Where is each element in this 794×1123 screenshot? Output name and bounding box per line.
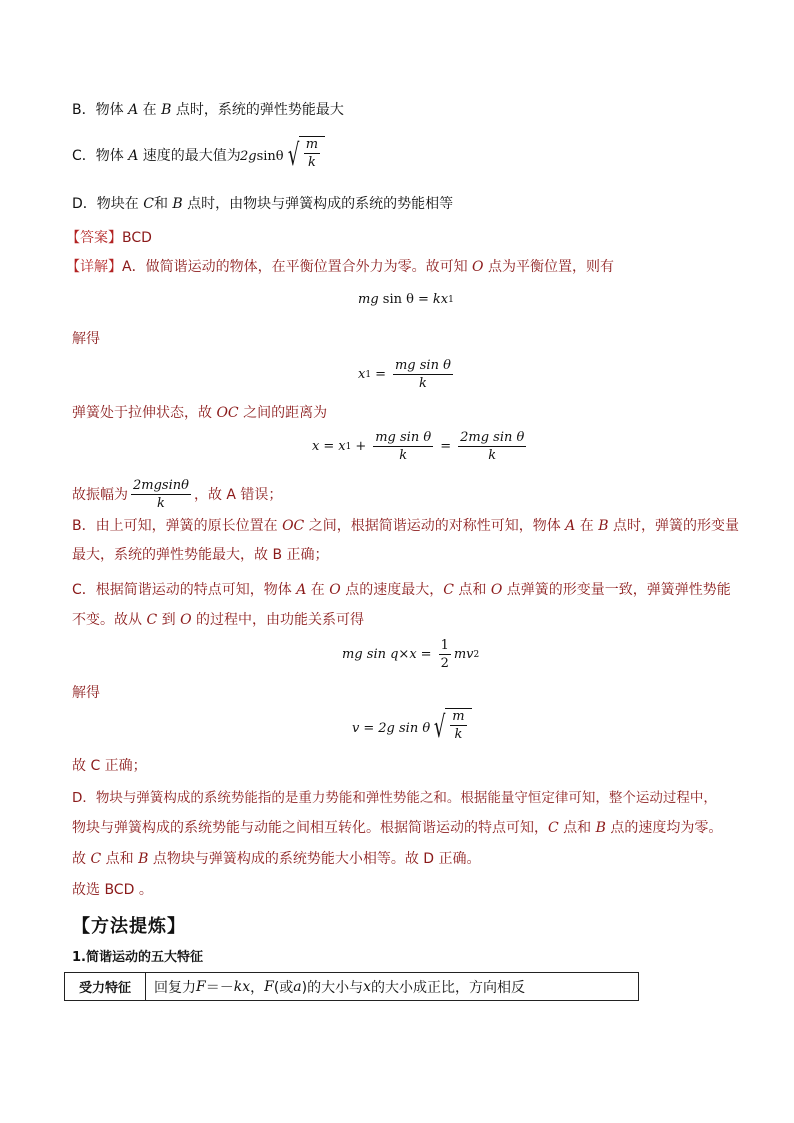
var-o: O [490, 582, 503, 598]
fraction [439, 638, 451, 671]
formula-sin: sinθ [256, 148, 284, 164]
detail-text: 在 [306, 582, 330, 598]
table-text: )的大小与 [301, 979, 364, 996]
answer-line [66, 228, 152, 248]
detail-d-line-3 [72, 849, 481, 869]
detail-text: 点弹簧的形变量一致，弹簧弹性势能 [502, 582, 731, 598]
table-content-cell [146, 973, 638, 1000]
eq-term: sin θ [382, 292, 414, 307]
fraction [373, 430, 433, 463]
frac-num: m [305, 137, 319, 152]
frac-den: k [419, 376, 427, 391]
detail-text: C．根据简谐运动的特点可知，物体 [72, 582, 297, 598]
eq-term: 2g sin θ [378, 720, 431, 736]
frac-num: 2mgsinθ [133, 478, 189, 493]
detail-text: 的过程中，由功能关系可得 [191, 612, 365, 628]
equation-3 [312, 430, 529, 463]
detail-text: 故 [72, 851, 91, 867]
sqrt: √ $\frac{m}{k}$ [430, 708, 471, 748]
var-a: A [565, 518, 576, 534]
detail-text: 不变。故从 [72, 612, 147, 628]
var-c: C [443, 582, 454, 598]
option-b [72, 100, 344, 120]
frac-num: m [452, 709, 465, 724]
answer-value: BCD [122, 230, 152, 246]
equation-2 [358, 358, 456, 391]
eq-term: mg sin q×x [342, 647, 417, 662]
table-label-cell: 受力特征 [65, 973, 146, 1000]
sqrt: √ $\frac{m}{k}$ [284, 136, 325, 176]
formula-coef: 2g [240, 148, 257, 164]
eq-term: mg [358, 292, 379, 307]
equation-5 [352, 708, 472, 748]
option-c [72, 146, 241, 166]
var-oc: OC [216, 405, 239, 421]
option-c-prefix: C．物体 [72, 148, 129, 164]
frac-den: k [307, 155, 316, 170]
option-d-prefix: D．物块在 [72, 196, 144, 212]
detail-b-line-1 [72, 516, 739, 536]
frac-num: mg sin θ [375, 430, 432, 445]
frac-num: 2mg sin θ [460, 430, 525, 445]
var-c: C [90, 851, 102, 867]
detail-text: B．由上可知，弹簧的原长位置在 [72, 518, 283, 534]
eq-term: x [358, 367, 366, 382]
frac-den: k [488, 448, 497, 463]
var-b: B [138, 851, 149, 867]
var-f: F [196, 978, 206, 995]
var-kx: kx [233, 978, 251, 995]
method-subheading: 1.简谐运动的五大特征 [72, 950, 203, 965]
var-a: A [128, 102, 139, 118]
eq-op: = [363, 720, 375, 736]
detail-text: 点为平衡位置，则有 [483, 259, 614, 275]
eq-term: x [312, 439, 320, 454]
var-a-lower: a [293, 978, 302, 995]
eq-term: v [352, 720, 360, 736]
eq-op: = [420, 647, 432, 662]
eq-op: = [440, 439, 452, 454]
table-text: ， [250, 979, 265, 996]
eq-sub: 1 [448, 294, 454, 305]
eq-op: = [375, 367, 386, 382]
detail-c-line-2 [72, 610, 364, 630]
frac-num: mg sin θ [394, 358, 451, 373]
detail-text: ，故 A 错误； [193, 486, 283, 503]
var-c: C [548, 820, 559, 836]
detail-text: 物块与弹簧构成的系统势能与动能之间相互转化。根据简谐运动的特点可知， [72, 820, 548, 836]
eq-term: mv [453, 647, 474, 662]
var-a: A [296, 582, 307, 598]
eq-sub: 1 [365, 369, 372, 380]
detail-text: 到 [157, 612, 181, 628]
equation-4 [342, 638, 479, 671]
var-oc: OC [282, 518, 305, 534]
fraction [393, 358, 453, 391]
frac-num: 1 [440, 638, 449, 653]
amplitude-line [72, 478, 282, 511]
table-text: 的大小成正比，方向相反 [371, 979, 526, 996]
method-heading: 【方法提炼】 [72, 916, 186, 937]
detail-d-line-2 [72, 818, 722, 838]
var-c: C [143, 196, 154, 212]
var-o: O [472, 259, 484, 275]
frac-den: k [454, 727, 463, 742]
detail-text: 点和 [101, 851, 139, 867]
equation-1 [358, 292, 454, 307]
detail-text: 点的速度最大， [340, 582, 444, 598]
detail-text: 故振幅为 [72, 486, 128, 503]
var-b: B [161, 102, 172, 118]
detail-text: 点和 [558, 820, 596, 836]
eq-op: + [355, 439, 367, 454]
detail-text: 之间，根据简谐运动的对称性可知，物体 [304, 518, 566, 534]
eq-op: = [417, 292, 429, 307]
detail-text: 点时，弹簧的形变量 [608, 518, 739, 534]
detail-a-line [66, 257, 614, 277]
detail-text: 点物块与弹簧构成的系统势能大小相等。故 D 正确。 [148, 851, 481, 867]
frac-den: 2 [440, 656, 449, 671]
eq-term: kx [432, 292, 449, 307]
detail-text: A．做简谐运动的物体，在平衡位置合外力为零。故可知 [122, 259, 473, 275]
fraction [131, 478, 191, 511]
option-d-mid: 和 [153, 196, 173, 212]
var-o: O [180, 612, 192, 628]
jiede-2: 解得 [72, 685, 100, 701]
option-b-prefix: B．物体 [72, 102, 129, 118]
eq-term: x [338, 439, 346, 454]
eq-sup: 2 [473, 649, 480, 660]
frac-den: k [157, 496, 165, 511]
final-answer: 故选 BCD 。 [72, 882, 153, 898]
option-b-mid: 在 [138, 102, 162, 118]
option-d-rest: 点时，由物块与弹簧构成的系统的势能相等 [182, 196, 454, 212]
option-b-rest: 点时，系统的弹性势能最大 [171, 102, 344, 118]
fraction [458, 430, 526, 463]
option-d [72, 194, 453, 214]
stretch-line [72, 403, 327, 423]
var-o: O [329, 582, 341, 598]
frac-den: k [399, 448, 408, 463]
var-a: A [128, 148, 139, 164]
detail-text: 之间的距离为 [238, 405, 328, 421]
feature-table [64, 972, 639, 1001]
answer-bracket: 【答案】 [66, 230, 122, 246]
eq-sub: 1 [345, 441, 352, 452]
table-text: ＝－ [205, 979, 234, 996]
table-text: 回复力 [154, 979, 196, 996]
detail-text: 弹簧处于拉伸状态，故 [72, 405, 217, 421]
option-c-formula [240, 136, 325, 176]
detail-text: 在 [575, 518, 599, 534]
table-text: (或 [273, 979, 294, 996]
c-correct: 故 C 正确； [72, 758, 147, 774]
detail-b-line-2: 最大，系统的弹性势能最大，故 B 正确； [72, 547, 329, 563]
jiede-1: 解得 [72, 331, 100, 347]
option-c-rest: 速度的最大值为 [138, 148, 241, 164]
detail-c-line-1 [72, 580, 731, 600]
var-b: B [598, 518, 609, 534]
detail-text: 点和 [453, 582, 491, 598]
detail-bracket: 【详解】 [66, 259, 122, 275]
var-b: B [595, 820, 606, 836]
var-f: F [264, 978, 274, 995]
detail-text: 点的速度均为零。 [605, 820, 723, 836]
var-x: x [363, 978, 372, 995]
eq-op: = [323, 439, 335, 454]
var-b: B [172, 196, 183, 212]
var-c: C [146, 612, 158, 628]
detail-d-line-1: D．物块与弹簧构成的系统势能指的是重力势能和弹性势能之和。根据能量守恒定律可知，整个运动过程中， [72, 790, 717, 806]
